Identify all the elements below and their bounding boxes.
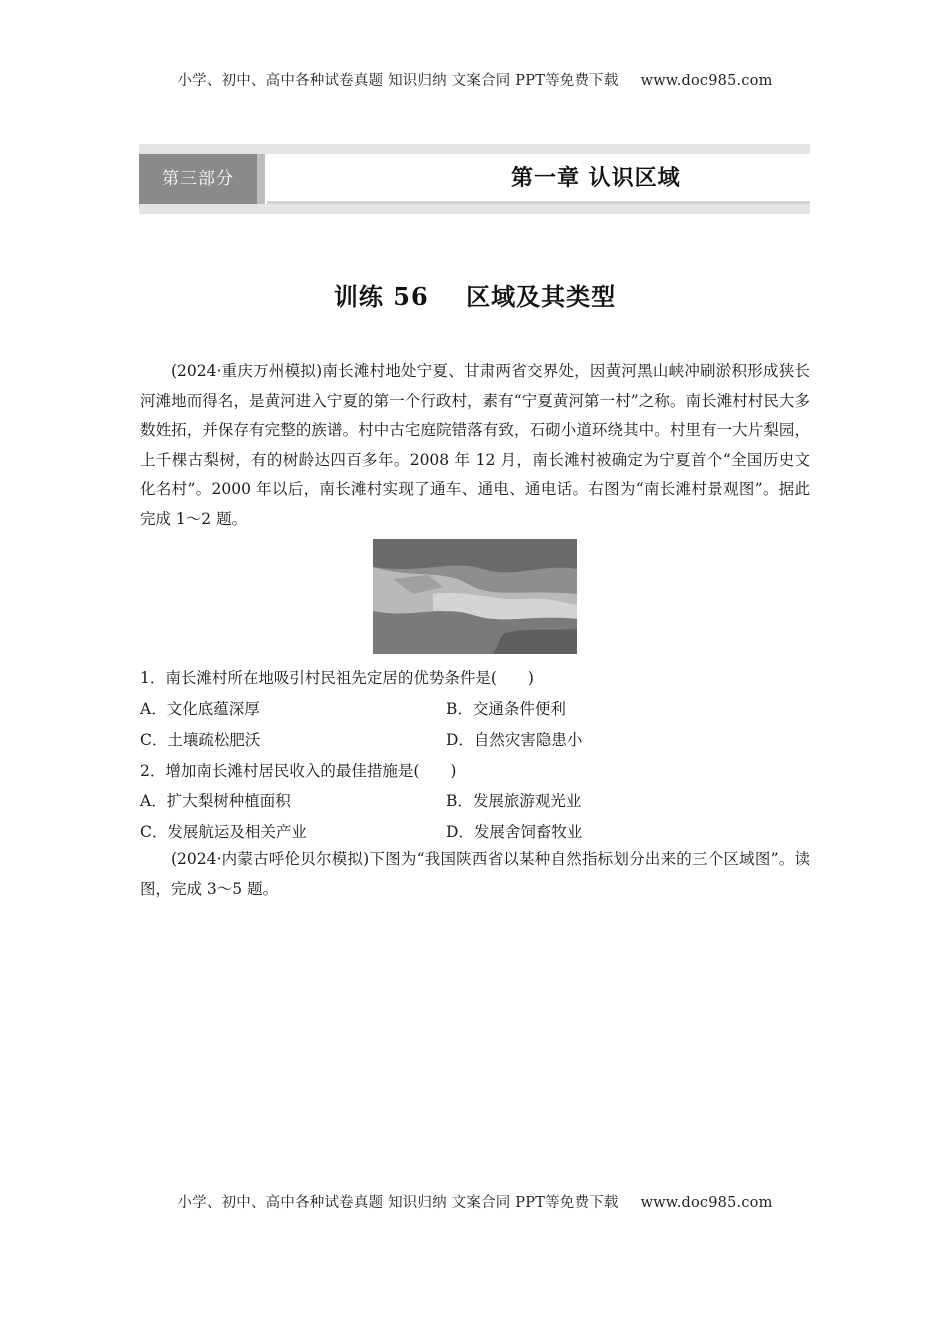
part-label: 第三部分 — [139, 154, 257, 204]
question-2-option-a: A．扩大梨树种植面积 — [140, 792, 291, 810]
question-2-option-b: B．发展旅游观光业 — [446, 792, 582, 810]
question-1-option-d: D．自然灾害隐患小 — [446, 731, 583, 749]
question-1-option-b: B．交通条件便利 — [446, 700, 566, 718]
header-text: 小学、初中、高中各种试卷真题 知识归纳 文案合同 PPT等免费下载 — [177, 73, 619, 89]
question-1-option-c: C．土壤疏松肥沃 — [140, 731, 261, 749]
passage-intro-1: (2024·重庆万州模拟)南长滩村地处宁夏、甘肃两省交界处，因黄河黑山峡冲刷淤积形成狭长河滩地而得名，是黄河进入宁夏的第一个行政村，素有“宁夏黄河第一村”之称。南长滩村村民大多数姓拓，并保存有完整的族谱。村中古宅庭院错落有致，石砌小道环绕其中。村里有一大片梨园，上千棵古梨树，有的树龄达四百多年。2008 年 12 月，南长滩村被确定为宁夏首个“全国历史文化名村”。2000 年以后，南长滩村实现了通车、通电、通电话。右图为“南长滩村景观图”。据此完成 1～2 题。 — [140, 362, 810, 528]
banner-chapter-box — [267, 154, 810, 204]
footer-url[interactable]: www.doc985.com — [640, 1195, 773, 1211]
banner-top-stripe — [139, 144, 810, 154]
banner-divider — [257, 154, 265, 204]
page-header — [0, 69, 950, 90]
question-1-option-a: A．文化底蕴深厚 — [140, 700, 260, 718]
page-title: 训练 56 区域及其类型 — [333, 282, 617, 311]
page-footer — [0, 1191, 950, 1212]
question-2-option-c: C．发展航运及相关产业 — [140, 823, 307, 841]
question-2-stem: 2．增加南长滩村居民收入的最佳措施是( ) — [140, 762, 457, 780]
footer-text: 小学、初中、高中各种试卷真题 知识归纳 文案合同 PPT等免费下载 — [177, 1195, 619, 1211]
landscape-photo — [373, 539, 577, 654]
landscape-photo-image — [373, 539, 577, 654]
section-banner — [139, 144, 810, 214]
chapter-title: 第一章 认识区域 — [511, 165, 681, 191]
question-2-option-d: D．发展舍饲畜牧业 — [446, 823, 583, 841]
banner-bottom-stripe — [139, 204, 810, 214]
question-1-stem: 1．南长滩村所在地吸引村民祖先定居的优势条件是( ) — [140, 669, 534, 687]
passage-intro-2: (2024·内蒙古呼伦贝尔模拟)下图为“我国陕西省以某种自然指标划分出来的三个区域图”。读图，完成 3～5 题。 — [140, 850, 810, 898]
header-url[interactable]: www.doc985.com — [640, 73, 773, 89]
